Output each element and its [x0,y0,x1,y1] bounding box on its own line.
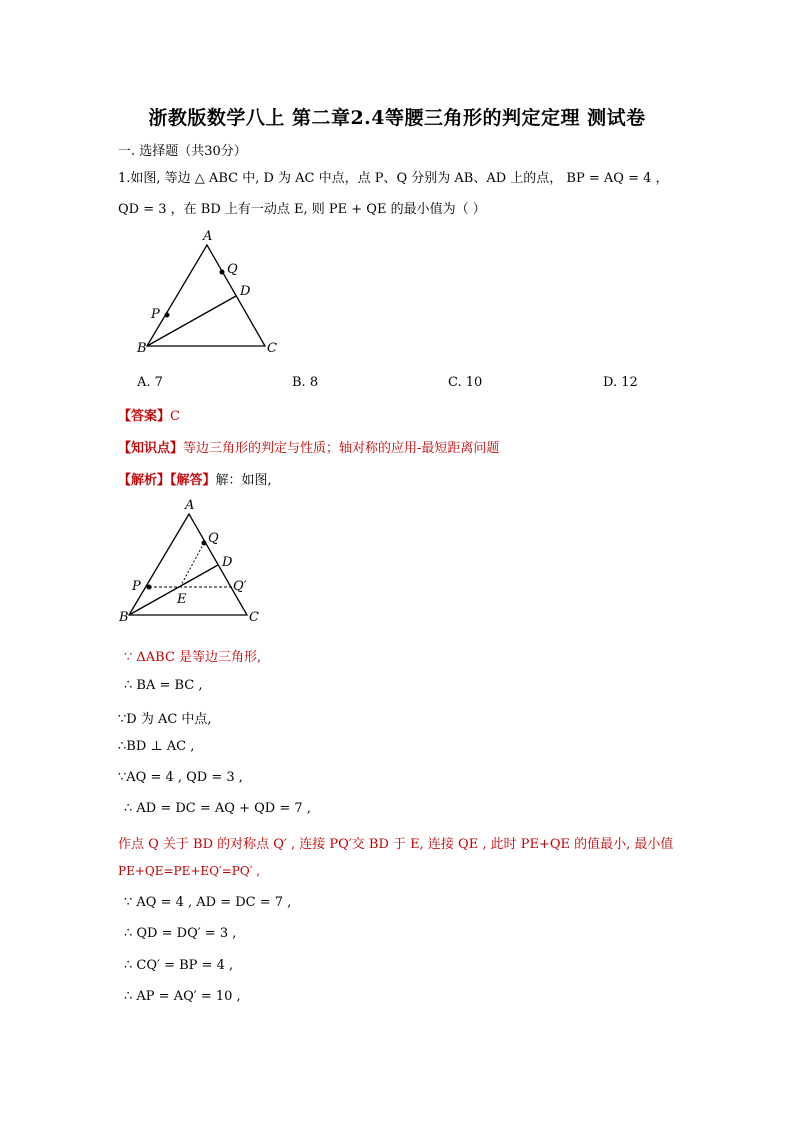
segment-qe [180,543,204,587]
analysis-value: 解：如图, [215,473,272,488]
label-q-2: Q [208,531,219,546]
triangle-figure-2 [112,495,272,630]
solution-line-2: ∴ BA = BC , [124,678,203,693]
solution-line-7: 作点 Q 关于 BD 的对称点 Q′ , 连接 PQ′交 BD 于 E, 连接 QE , 此时 PE+QE 的值最小, 最小值 [118,837,674,852]
label-c-2: C [249,610,259,625]
question-text-line2: QD = 3 ，在 BD 上有一动点 E, 则 PE + QE 的最小值为（ ） [118,202,486,217]
point-p [165,313,170,318]
option-d: D. 12 [603,375,638,390]
solution-line-1: ∵ ΔABC 是等边三角形, [124,650,262,665]
point-q [220,270,225,275]
answer-value: C [170,409,180,424]
knowledge-value: 等边三角形的判定与性质；轴对称的应用-最短距离问题 [183,441,500,456]
solution-line-8: PE+QE=PE+EQ′=PQ′ , [118,864,261,878]
knowledge-line [118,437,499,456]
label-q-prime: Q′ [233,579,247,594]
section-heading: 一. 选择题（共30分） [118,144,247,159]
answer-line [118,405,180,424]
solution-line-6: ∴ AD = DC = AQ + QD = 7 , [124,801,311,816]
solution-line-12: ∴ AP = AQ′ = 10 , [124,989,241,1004]
label-d-2: D [222,555,233,570]
page-title: 浙教版数学八上 第二章2.4等腰三角形的判定定理 测试卷 [148,107,646,129]
option-a: A. 7 [137,375,163,390]
analysis-label: 【解析】【解答】 [118,473,216,488]
solution-line-5: ∵AQ = 4 , QD = 3 , [118,770,243,785]
solution-line-4: ∴BD ⊥ AC , [118,739,195,754]
segment-bd [147,296,236,346]
solution-line-9: ∵ AQ = 4 , AD = DC = 7 , [124,895,292,910]
label-p: P [151,307,160,322]
label-c: C [267,341,277,356]
label-p-2: P [132,579,141,594]
label-a-2: A [185,498,195,513]
label-b-2: B [119,610,129,625]
label-d: D [240,284,251,299]
label-q: Q [227,262,238,277]
answer-label: 【答案】 [118,409,171,424]
solution-line-10: ∴ QD = DQ′ = 3 , [124,926,237,941]
point-p-2 [147,585,152,590]
question-text-line1: 1.如图, 等边 △ ABC 中, D 为 AC 中点，点 P、Q 分别为 AB、AD 上的点， BP = AQ = 4 ， [118,171,669,186]
analysis-line [118,469,272,488]
knowledge-label: 【知识点】 [118,441,184,456]
option-c: C. 10 [448,375,483,390]
solution-line-11: ∴ CQ′ = BP = 4 , [124,958,234,973]
point-q-2 [202,541,207,546]
label-b: B [137,341,147,356]
option-b: B. 8 [292,375,319,390]
label-e: E [177,592,187,607]
triangle-figure-1 [130,225,290,360]
solution-line-3: ∵D 为 AC 中点, [118,712,212,727]
label-a: A [203,229,213,244]
segment-bd-2 [129,565,218,615]
